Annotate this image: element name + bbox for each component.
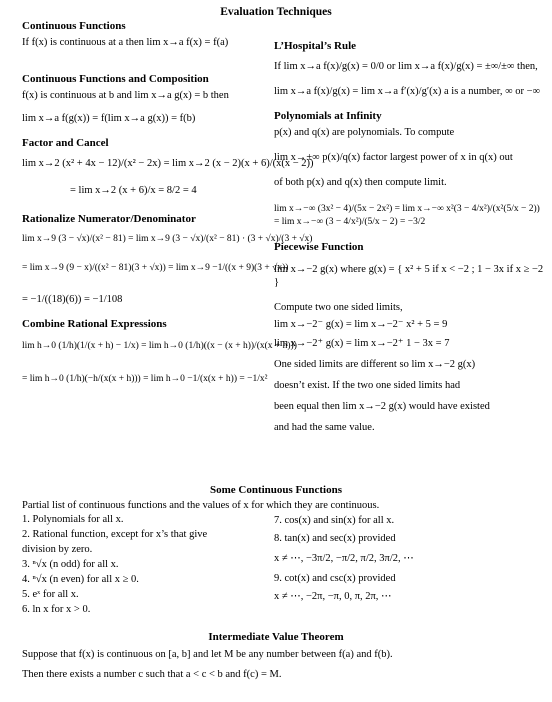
list-item: x ≠ ⋯, −2π, −π, 0, π, 2π, ⋯ bbox=[274, 591, 392, 602]
lhopital-text-1: If lim x→a f(x)/g(x) = 0/0 or lim x→a f(x)/g(x) = ±∞/±∞ then, bbox=[274, 61, 538, 72]
list-item: 9. cot(x) and csc(x) provided bbox=[274, 573, 396, 584]
list-item: 3. ⁿ√x (n odd) for all x. bbox=[22, 559, 119, 570]
page-title: Evaluation Techniques bbox=[220, 6, 332, 18]
piecewise-text-2: One sided limits are different so lim x→−2 g(x) bbox=[274, 359, 476, 370]
lhopital-text-2: lim x→a f(x)/g(x) = lim x→a f′(x)/g′(x) a is a number, ∞ or −∞ bbox=[274, 86, 541, 97]
combine-equation-1: lim h→0 (1/h)(1/(x + h) − 1/x) = lim h→0 (1/h)((x − (x + h))/(x(x + h))) bbox=[22, 341, 297, 351]
piecewise-text-4: been equal then lim x→−2 g(x) would have existed bbox=[274, 401, 490, 412]
ivt-heading: Intermediate Value Theorem bbox=[208, 631, 344, 643]
list-item: 7. cos(x) and sin(x) for all x. bbox=[274, 515, 395, 526]
piecewise-heading: Piecewise Function bbox=[274, 241, 364, 253]
list-item: 2. Rational function, except for x’s that give bbox=[22, 529, 208, 540]
rationalize-equation-3: = −1/((18)(6)) = −1/108 bbox=[22, 294, 123, 305]
lhopital-heading: L’Hospital’s Rule bbox=[274, 40, 357, 52]
left-column bbox=[22, 20, 314, 386]
rationalize-heading: Rationalize Numerator/Denominator bbox=[22, 213, 196, 225]
list-item: 4. ⁿ√x (n even) for all x ≥ 0. bbox=[22, 574, 139, 585]
continuous-heading: Continuous Functions bbox=[22, 20, 126, 32]
combine-equation-2: = lim h→0 (1/h)(−h/(x(x + h))) = lim h→0 −1/(x(x + h)) = −1/x² bbox=[22, 374, 268, 384]
right-column bbox=[274, 40, 544, 434]
some-continuous-intro: Partial list of continuous functions and the values of x for which they are continuous. bbox=[22, 500, 380, 511]
polynomials-equation: lim x→−∞ (3x² − 4)/(5x − 2x²) = lim x→−∞ x²(3 − 4/x²)/(x²(5/x − 2)) = lim x→−∞ (3 − 4/x²)/(5/x − 2) = −3/2 bbox=[274, 204, 540, 227]
polynomials-text-1: p(x) and q(x) are polynomials. To compute bbox=[274, 127, 455, 138]
piecewise-text-3: doesn’t exist. If the two one sided limits had bbox=[274, 380, 461, 391]
polynomials-heading: Polynomials at Infinity bbox=[274, 110, 382, 122]
rationalize-equation-1: lim x→9 (3 − √x)/(x² − 81) = lim x→9 (3 − √x)/(x² − 81) · (3 + √x)/(3 + √x) bbox=[22, 234, 313, 244]
piecewise-equation: lim x→−2 g(x) where g(x) = { x² + 5 if x < −2 ; 1 − 3x if x ≥ −2 } bbox=[274, 264, 544, 288]
piecewise-equation-left: lim x→−2⁻ g(x) = lim x→−2⁻ x² + 5 = 9 bbox=[274, 319, 448, 330]
combine-heading: Combine Rational Expressions bbox=[22, 318, 167, 330]
polynomials-text-2: lim x→±∞ p(x)/q(x) factor largest power of x in q(x) out bbox=[274, 152, 513, 163]
continuous-list-right bbox=[274, 512, 544, 606]
polynomials-text-3: of both p(x) and q(x) then compute limit. bbox=[274, 177, 447, 188]
list-item: 8. tan(x) and sec(x) provided bbox=[274, 533, 396, 544]
list-item: division by zero. bbox=[22, 544, 93, 555]
piecewise-equation-right: lim x→−2⁺ g(x) = lim x→−2⁺ 1 − 3x = 7 bbox=[274, 338, 450, 349]
composition-heading: Continuous Functions and Composition bbox=[22, 73, 209, 85]
list-item: x ≠ ⋯, −3π/2, −π/2, π/2, 3π/2, ⋯ bbox=[274, 553, 414, 564]
composition-equation: lim x→a f(g(x)) = f(lim x→a g(x)) = f(b) bbox=[22, 113, 196, 124]
some-continuous-heading: Some Continuous Functions bbox=[209, 484, 343, 496]
composition-text: f(x) is continuous at b and lim x→a g(x) = b then bbox=[22, 90, 229, 101]
rationalize-equation-2: = lim x→9 (9 − x)/((x² − 81)(3 + √x)) = lim x→9 −1/((x + 9)(3 + √x)) bbox=[22, 263, 289, 273]
list-item: 5. eˣ for all x. bbox=[22, 589, 79, 600]
piecewise-text-5: and had the same value. bbox=[274, 422, 375, 433]
continuous-text: If f(x) is continuous at a then lim x→a f(x) = f(a) bbox=[22, 37, 229, 48]
ivt-text-2: Then there exists a number c such that a < c < b and f(c) = M. bbox=[22, 669, 282, 680]
list-item: 1. Polynomials for all x. bbox=[22, 514, 124, 525]
list-item: 6. ln x for x > 0. bbox=[22, 604, 91, 615]
factor-equation-2: = lim x→2 (x + 6)/x = 8/2 = 4 bbox=[70, 185, 197, 196]
ivt-text-1: Suppose that f(x) is continuous on [a, b] and let M be any number between f(a) and f(b). bbox=[22, 649, 393, 660]
piecewise-text-1: Compute two one sided limits, bbox=[274, 302, 403, 313]
factor-equation-1: lim x→2 (x² + 4x − 12)/(x² − 2x) = lim x→2 (x − 2)(x + 6)/(x(x − 2)) bbox=[22, 158, 314, 169]
continuous-list-left bbox=[22, 512, 267, 617]
factor-heading: Factor and Cancel bbox=[22, 137, 109, 149]
